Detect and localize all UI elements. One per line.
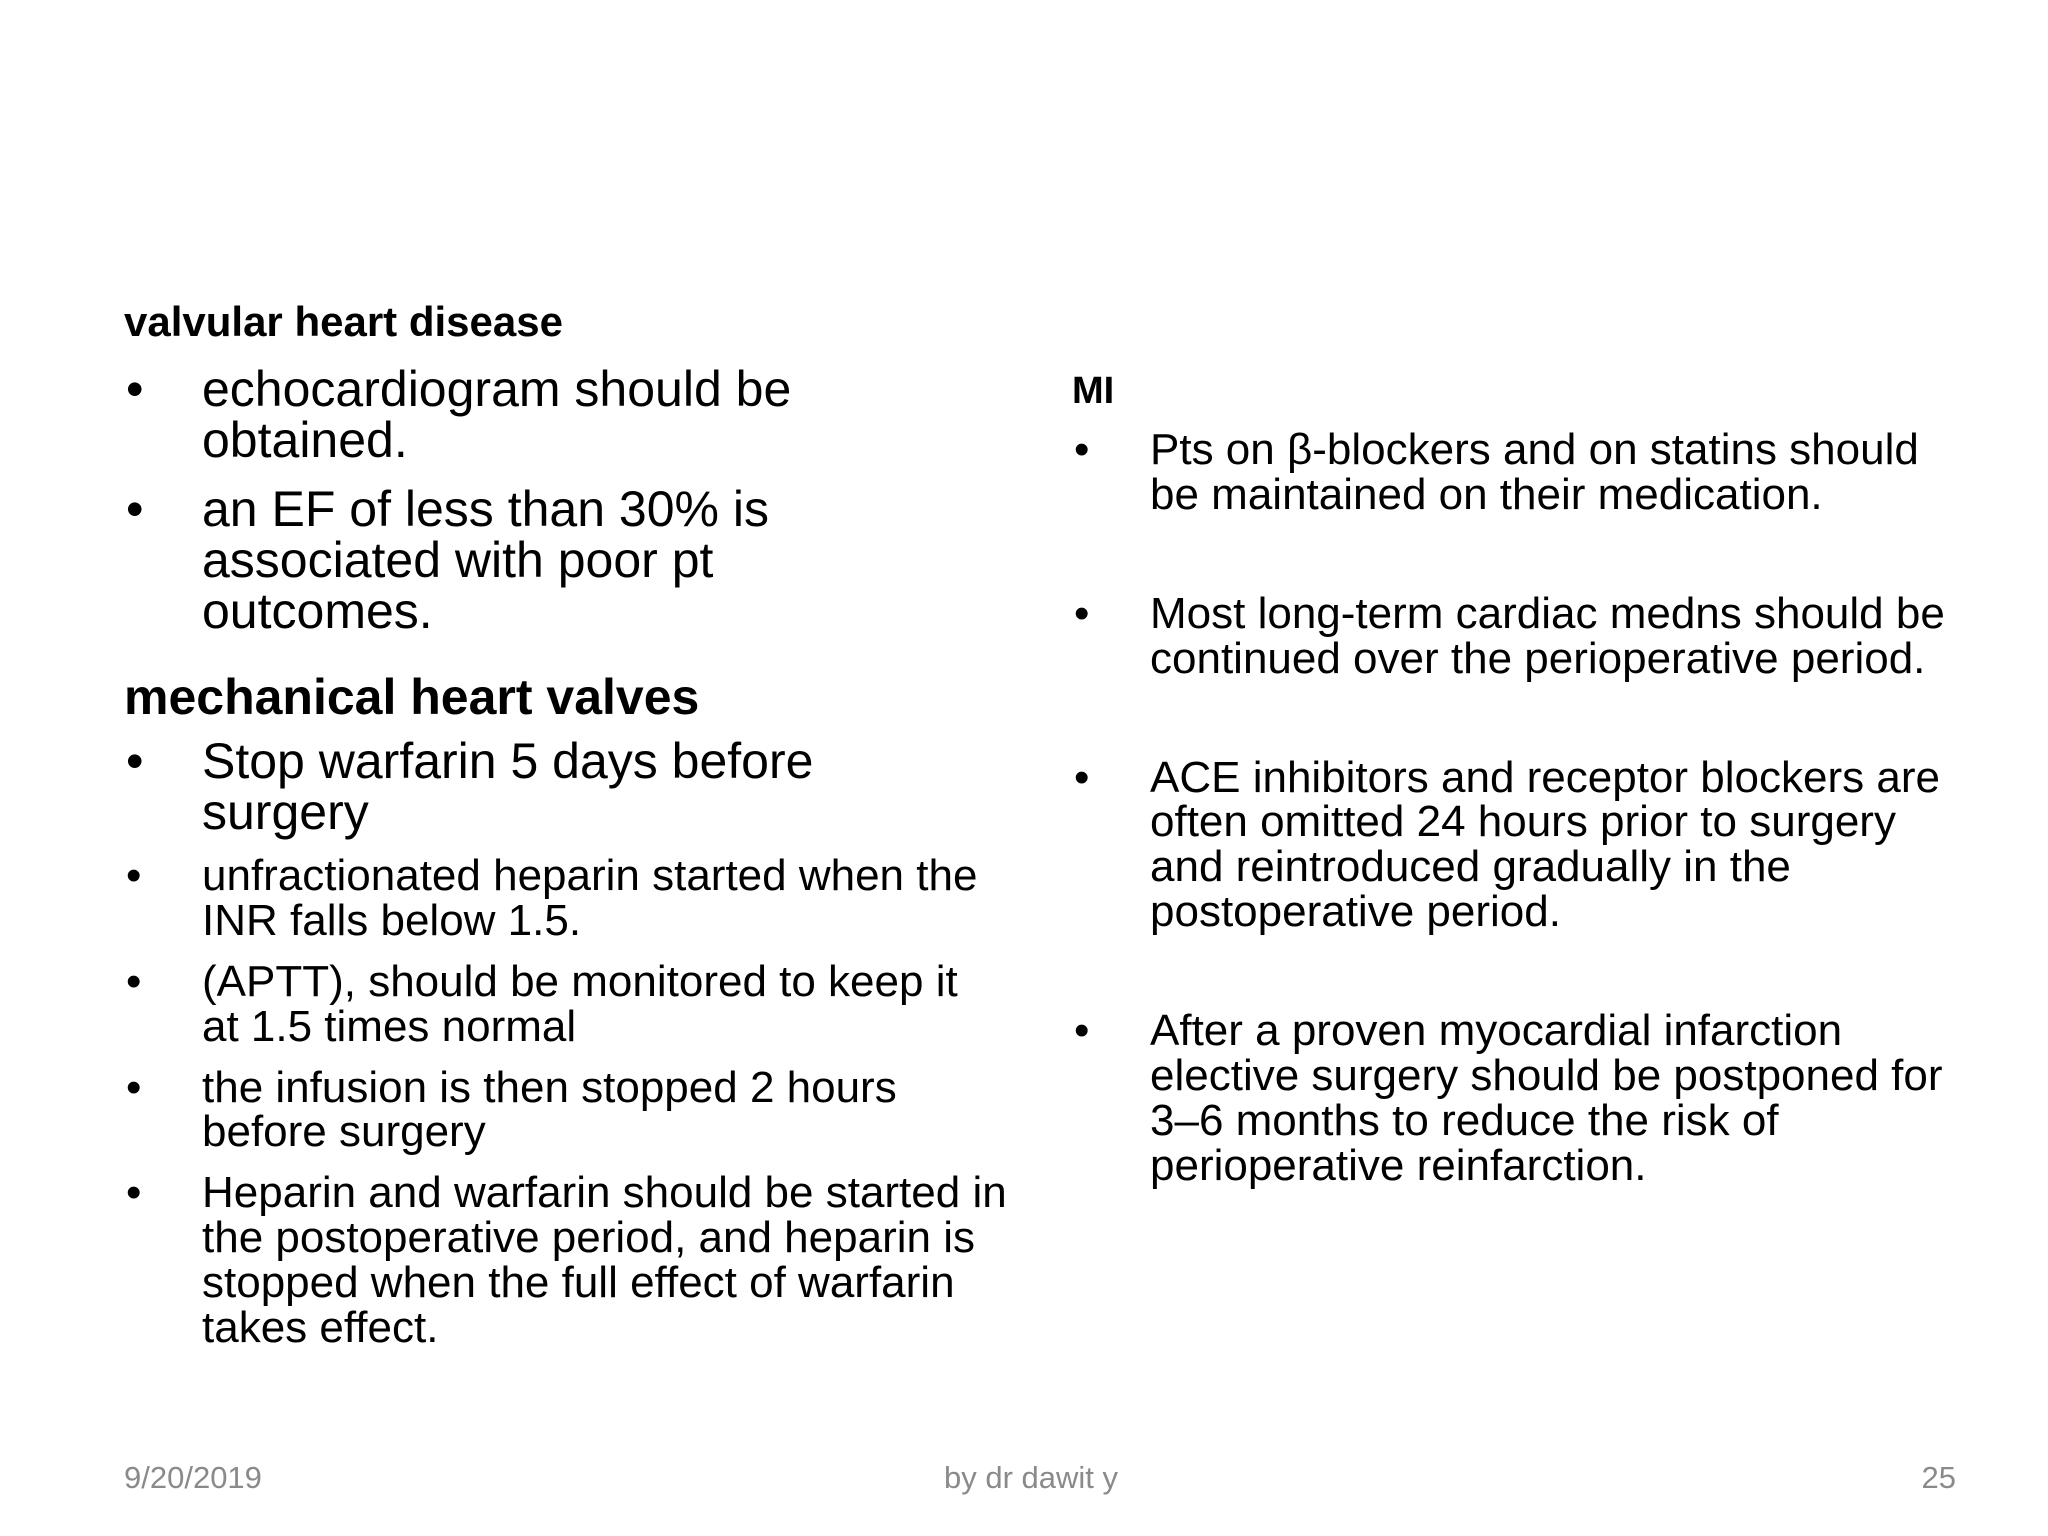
mechanical-valves-heading: mechanical heart valves [124,669,700,725]
list-item [124,851,1004,945]
bullet-icon: • [126,956,142,1006]
valvular-bullet-list [124,361,804,639]
bullet-icon: • [126,361,144,417]
bullet-icon: • [126,851,142,900]
list-item-text: Most long-term cardiac medns should be continued over the perioperative period. [1150,588,1945,683]
list-item-text: After a proven myocardial infarction elective surgery should be postponed for 3–6 months to reduce the risk of perioperative reinfarction. [1150,1006,1943,1190]
list-item [124,1062,1004,1157]
list-item [124,733,962,840]
list-item-text: an EF of less than 30% is associated with poor pt outcomes. [202,481,769,639]
bullet-icon: • [126,1168,142,1218]
bullet-icon: • [1074,588,1090,638]
list-item [124,956,1004,1051]
list-item-text: echocardiogram should be obtained. [202,361,792,468]
slide-number: 25 [1921,1460,1956,1495]
mi-bullet-list [1072,425,1972,1190]
bullet-icon: • [1074,752,1090,802]
list-item [124,481,804,639]
list-item [124,361,804,468]
list-item-text: Heparin and warfarin should be started in the postoperative period, and heparin is stopped when the full effect of warfarin takes effect. [202,1168,1007,1352]
bullet-icon: • [126,481,144,537]
bullet-icon: • [1074,1006,1090,1055]
list-item-text: the infusion is then stopped 2 hours before surgery [202,1062,897,1157]
list-item-text: Stop warfarin 5 days before surgery [202,733,814,840]
footer-author: by dr dawit y [944,1460,1119,1495]
footer-date: 9/20/2019 [124,1460,262,1495]
mechanical-valves-bullet-list [124,733,1007,1352]
bullet-icon: • [126,733,144,789]
list-item [1072,425,1972,519]
list-item [1072,588,1972,683]
mi-heading: MI [1072,370,1115,412]
list-item [1072,1006,1972,1190]
list-item [1072,752,1972,937]
valvular-heading: valvular heart disease [124,298,563,345]
bullet-icon: • [1074,425,1090,474]
bullet-icon: • [126,1062,142,1112]
list-item-text: Pts on β-blockers and on statins should be maintained on their medication. [1150,425,1919,519]
list-item-text: unfractionated heparin started when the INR falls below 1.5. [202,851,978,945]
list-item [124,1168,1042,1352]
list-item-text: ACE inhibitors and receptor blockers are often omitted 24 hours prior to surgery and reintroduced gradually in the postoperative period. [1150,752,1940,937]
list-item-text: (APTT), should be monitored to keep it at 1.5 times normal [202,956,958,1051]
